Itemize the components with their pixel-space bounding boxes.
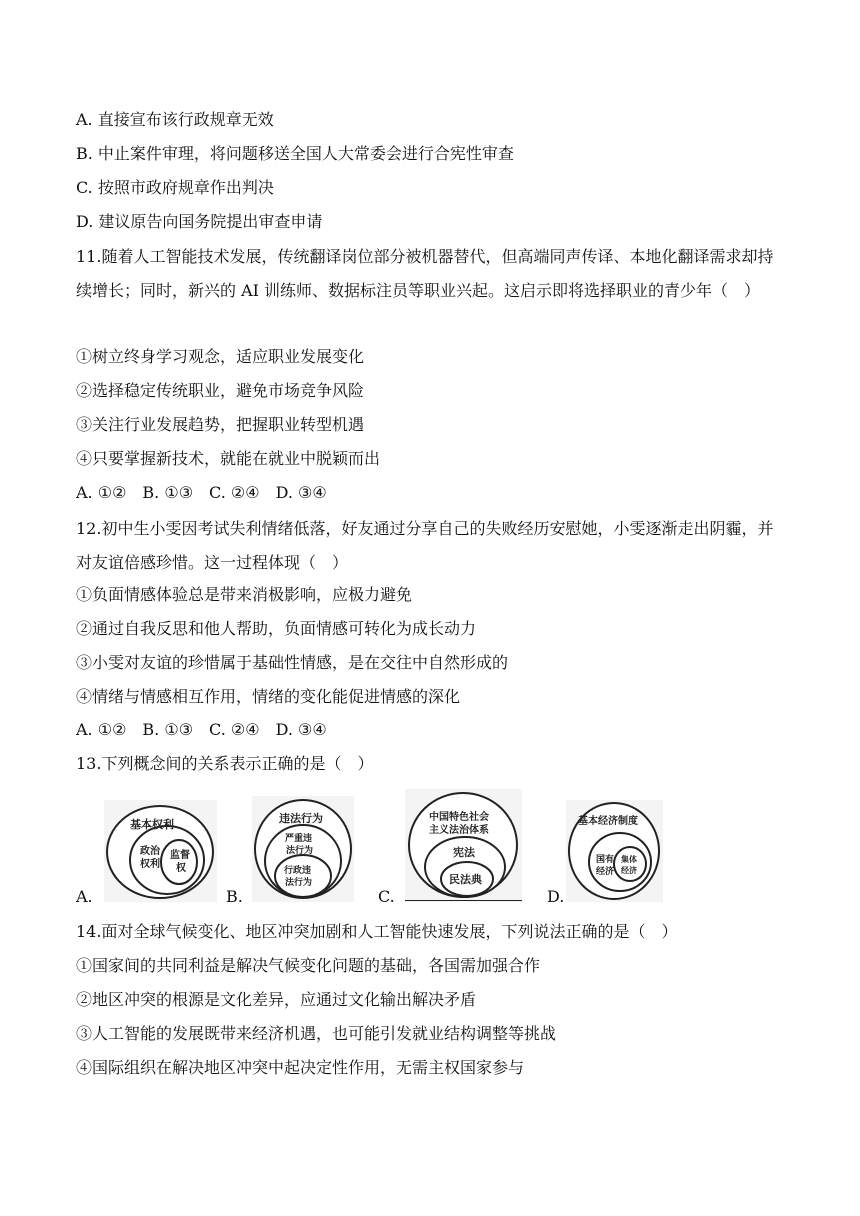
q11-stem: 11.随着人工智能技术发展，传统翻译岗位部分被机器替代，但高端同声传译、本地化翻译需求却持续增长；同时，新兴的 AI 训练师、数据标注员等职业兴起。这启示即将选择职业的青少年（ ） [76,247,774,300]
diagram-c-underline [405,900,522,901]
svg-text:国有: 国有 [596,855,615,865]
diagram-c-label: C. [378,887,395,906]
q12-item-3: ③小雯对友谊的珍惜属于基础性情感，是在交往中自然形成的 [76,653,509,672]
svg-text:集体: 集体 [621,855,637,864]
q14-item-2: ②地区冲突的根源是文化差异，应通过文化输出解决矛盾 [76,990,477,1009]
q12-item-1: ①负面情感体验总是带来消极影响，应极力避免 [76,585,413,604]
svg-text:政治: 政治 [140,846,160,857]
svg-text:行政违: 行政违 [284,866,312,876]
q12-answers: A. ①② B. ①③ C. ②④ D. ③④ [76,720,327,739]
q11-answers: A. ①② B. ①③ C. ②④ D. ③④ [76,483,327,502]
q11-item-3: ③关注行业发展趋势，把握职业转型机遇 [76,415,365,434]
q14-item-1: ①国家间的共同利益是解决气候变化问题的基础，各国需加强合作 [76,956,541,975]
q10-option-a: A. 直接宣布该行政规章无效 [76,110,274,129]
svg-text:中国特色社会: 中国特色社会 [429,812,489,823]
diagram-c-mid-label: 宪法 [453,846,475,859]
q13-stem: 13.下列概念间的关系表示正确的是（ ） [76,754,374,773]
svg-text:经济: 经济 [621,866,637,875]
q14-item-3: ③人工智能的发展既带来经济机遇，也可能引发就业结构调整等挑战 [76,1024,557,1043]
diagram-a-outer-label: 基本权利 [130,818,174,831]
q11-item-2: ②选择稳定传统职业，避免市场竞争风险 [76,381,365,400]
q12-item-2: ②通过自我反思和他人帮助，负面情感可转化为成长动力 [76,619,477,638]
diagram-b [252,796,354,902]
svg-text:主义法治体系: 主义法治体系 [429,825,489,836]
diagram-c-inner-label: 民法典 [449,873,482,886]
svg-text:权利: 权利 [140,859,160,870]
q11-item-4: ④只要掌握新技术，就能在就业中脱颖而出 [76,449,381,468]
q12-stem: 12.初中生小雯因考试失利情绪低落，好友通过分享自己的失败经历安慰她，小雯逐渐走出阴霾，并对友谊倍感珍惜。这一过程体现（ ） [76,519,774,572]
diagram-b-label: B. [226,887,243,906]
diagram-c [405,789,522,902]
svg-text:经济: 经济 [596,867,615,877]
svg-text:法行为: 法行为 [286,846,314,856]
svg-text:严重违: 严重违 [285,834,313,844]
q14-stem: 14.面对全球气候变化、地区冲突加剧和人工智能快速发展，下列说法正确的是（ ） [76,922,678,941]
diagram-b-outer-label: 违法行为 [279,812,323,825]
q10-option-b: B. 中止案件审理，将问题移送全国人大常委会进行合宪性审查 [76,144,514,163]
diagram-a-label: A. [76,887,93,906]
diagram-a [104,800,217,902]
q11-item-1: ①树立终身学习观念，适应职业发展变化 [76,347,365,366]
diagram-d [566,800,663,902]
svg-text:法行为: 法行为 [285,878,313,888]
q14-item-4: ④国际组织在解决地区冲突中起决定性作用，无需主权国家参与 [76,1058,525,1077]
svg-text:权: 权 [176,863,186,874]
diagram-d-label: D. [547,887,565,906]
svg-text:监督: 监督 [170,850,190,861]
q10-option-d: D. 建议原告向国务院提出审查申请 [76,212,323,231]
q10-option-c: C. 按照市政府规章作出判决 [76,178,274,197]
q12-item-4: ④情绪与情感相互作用，情绪的变化能促进情感的深化 [76,687,461,706]
diagram-d-outer-label: 基本经济制度 [578,816,638,827]
